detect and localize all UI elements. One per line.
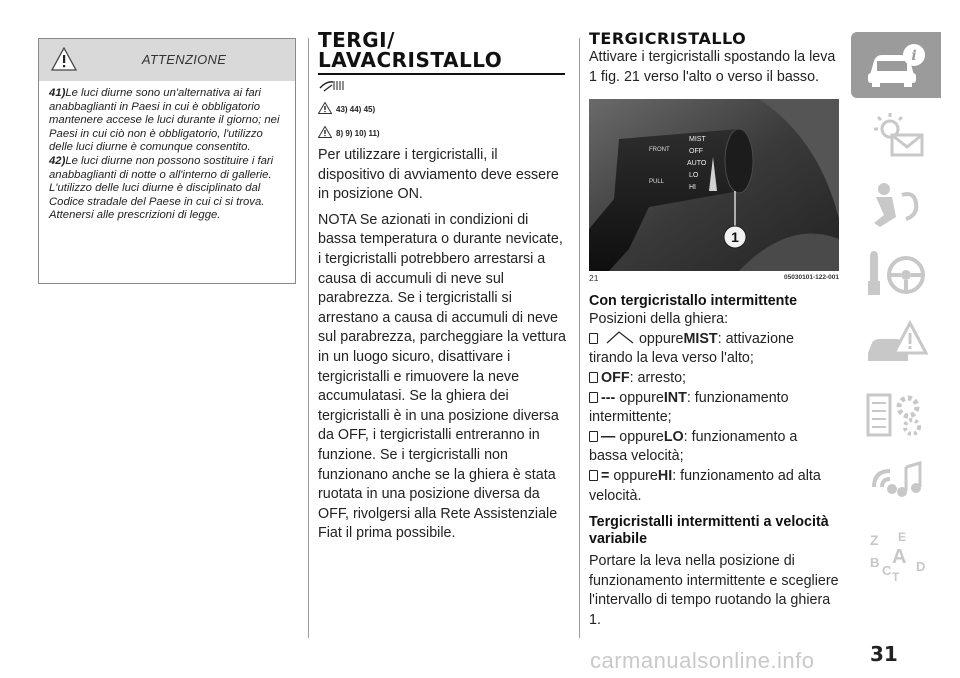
subsection-heading: Con tergicristallo intermittente xyxy=(589,293,798,310)
lever-label: OFF xyxy=(689,148,703,156)
warning-item-text: Le luci diurne sono un'alternativa ai fari anabbaglianti in Paesi in cui è obbligatorio mantenere accese le luci durante il giorno; nei Paesi in cui ciò non è obbligatorio, l'utilizzo delle luci diurne è comunque consentito. xyxy=(49,87,280,154)
position-item xyxy=(589,389,839,428)
note-refs: 8) 9) 10) 11) xyxy=(336,129,380,138)
watermark: carmanualsonline.info xyxy=(590,648,815,673)
chapter-sidebar xyxy=(851,32,941,592)
position-desc: : funzionamento ad alta velocità. xyxy=(589,467,821,504)
index-letter: B xyxy=(870,555,880,570)
position-item xyxy=(589,369,839,389)
section-heading: TERGICRISTALLO xyxy=(589,29,747,48)
wiper-symbol-icon xyxy=(589,372,598,383)
warning-item xyxy=(49,155,285,223)
wiper-symbol-icon xyxy=(589,431,598,442)
warning-title: ATTENZIONE xyxy=(141,52,227,67)
subsection-heading: Tergicristalli intermittenti a velocità variabile xyxy=(589,514,829,548)
warning-triangle-icon xyxy=(318,102,332,114)
mist-symbol-icon xyxy=(605,330,635,344)
page-number: 31 xyxy=(870,642,898,666)
intro-text: Attivare i tergicristalli spostando la leva 1 fig. 21 verso l'alto o verso il basso. xyxy=(589,49,836,85)
note-triangle-icon xyxy=(318,126,332,138)
paragraph: Per utilizzare i tergicristalli, il dispositivo di avviamento deve essere in posizione ON. xyxy=(318,147,559,203)
heading-line: LAVACRISTALLO xyxy=(318,48,503,72)
tab-emergency[interactable] xyxy=(851,312,941,378)
index-letter: D xyxy=(916,559,926,574)
wiper-washer-icon xyxy=(318,79,346,93)
column-wiper xyxy=(589,30,839,631)
figure-callout: 1 xyxy=(731,229,739,246)
heading-rule xyxy=(318,73,565,75)
column-divider xyxy=(579,38,580,638)
figure-code: 05030101-122-001 xyxy=(784,274,839,282)
position-key: MIST xyxy=(683,330,718,347)
warning-header xyxy=(39,39,295,81)
figure-caption xyxy=(589,273,839,283)
position-desc: : funzionamento intermittente; xyxy=(589,389,789,426)
car-info-icon xyxy=(862,37,930,93)
position-desc: : funzionamento a bassa velocità; xyxy=(589,428,798,465)
tab-index[interactable] xyxy=(851,522,941,588)
maintenance-icon xyxy=(862,387,930,443)
position-key: OFF xyxy=(601,369,630,386)
steering-icon xyxy=(862,247,930,303)
tab-starting-driving[interactable] xyxy=(851,242,941,308)
position-symbol: --- xyxy=(601,389,616,406)
body-text: Portare la leva nella posizione di funzionamento intermittente e scegliere l'intervallo di tempo ruotando la ghiera 1. xyxy=(589,553,839,628)
note-refs-row xyxy=(318,126,568,138)
wiper-symbol-icon xyxy=(589,392,598,403)
warning-item xyxy=(49,87,285,155)
multimedia-icon xyxy=(862,457,930,513)
lever-label: LO xyxy=(689,172,699,180)
warning-refs: 43) 44) 45) xyxy=(336,105,376,114)
lever-label: HI xyxy=(689,184,696,192)
index-letter: Z xyxy=(870,532,879,548)
emergency-icon xyxy=(862,317,930,373)
tab-car-info[interactable] xyxy=(851,32,941,98)
position-key: LO xyxy=(663,428,684,445)
warning-body xyxy=(39,81,295,223)
index-letter: E xyxy=(898,530,907,544)
warning-item-number: 42) xyxy=(49,154,66,167)
position-desc: : arresto; xyxy=(629,369,687,386)
position-item xyxy=(589,330,839,369)
or-word: oppure xyxy=(613,467,658,484)
positions-intro: Posizioni della ghiera: xyxy=(589,311,729,328)
column-wiper-washer xyxy=(318,30,568,544)
column-divider xyxy=(308,38,309,638)
index-letter: T xyxy=(892,570,900,583)
paragraph: NOTA Se azionati in condizioni di bassa temperatura o durante nevicate, i tergicristalli potrebbero arrestarsi a causa di accumuli di neve sul parabrezza. Se i tergicristalli si arrestano a causa di accumuli di neve sul parabrezza, parcheggiare la vettura in un luogo sicuro, disattivare i tergicristalli e rimuovere la neve accumulatasi. Se la ghiera dei tergicristalli è in una posizione diversa da OFF, i tergicristalli entreranno in funzione. Se i tergicristalli non funzionano anche se la ghiera è stata ruotata in una posizione diversa da OFF, rivolgersi alla Rete Assistenziale Fiat il prima possibile. xyxy=(318,211,566,542)
index-letter: C xyxy=(882,563,892,578)
wiper-symbol-icon xyxy=(589,470,598,481)
figure-wiper-lever xyxy=(589,99,839,271)
warning-item-number: 41) xyxy=(49,87,66,99)
position-item xyxy=(589,428,839,467)
figure-number: 21 xyxy=(589,273,599,284)
lever-label: MIST xyxy=(689,136,706,144)
tab-maintenance[interactable] xyxy=(851,382,941,448)
lever-label: AUTO xyxy=(687,160,707,168)
position-key: HI xyxy=(657,467,673,484)
tab-safety[interactable] xyxy=(851,172,941,238)
wiper-symbol-icon xyxy=(589,333,598,344)
warning-box xyxy=(38,38,296,284)
lever-label: PULL xyxy=(649,179,665,186)
or-word: oppure xyxy=(638,330,684,347)
position-symbol: = xyxy=(601,467,610,484)
position-item xyxy=(589,467,839,506)
tab-multimedia[interactable] xyxy=(851,452,941,518)
position-key: INT xyxy=(663,389,687,406)
or-word: oppure xyxy=(619,389,664,406)
index-letter: A xyxy=(892,546,907,568)
warning-lights-icon xyxy=(862,107,930,163)
or-word: oppure xyxy=(619,428,664,445)
warning-item-text: Le luci diurne non possono sostituire i fari anabbaglianti di notte o all'interno di gallerie. L'utilizzo delle luci diurne è disciplinato dal Codice stradale del Paese in cui ci si trova. Attenersi alle prescrizioni di legge. xyxy=(49,154,274,222)
heading-line: TERGI/ xyxy=(318,28,395,52)
tab-warning-lights[interactable] xyxy=(851,102,941,168)
warning-refs-row xyxy=(318,102,568,114)
svg-text:i: i xyxy=(911,48,917,64)
safety-icon xyxy=(862,177,930,233)
position-symbol: — xyxy=(601,428,616,445)
section-heading xyxy=(318,30,568,70)
body-text xyxy=(318,146,568,544)
position-desc: : attivazione tirando la leva verso l'alto; xyxy=(589,330,794,367)
index-icon xyxy=(862,527,930,583)
lever-label: FRONT xyxy=(649,147,670,154)
wiper-lever-photo xyxy=(589,99,839,271)
